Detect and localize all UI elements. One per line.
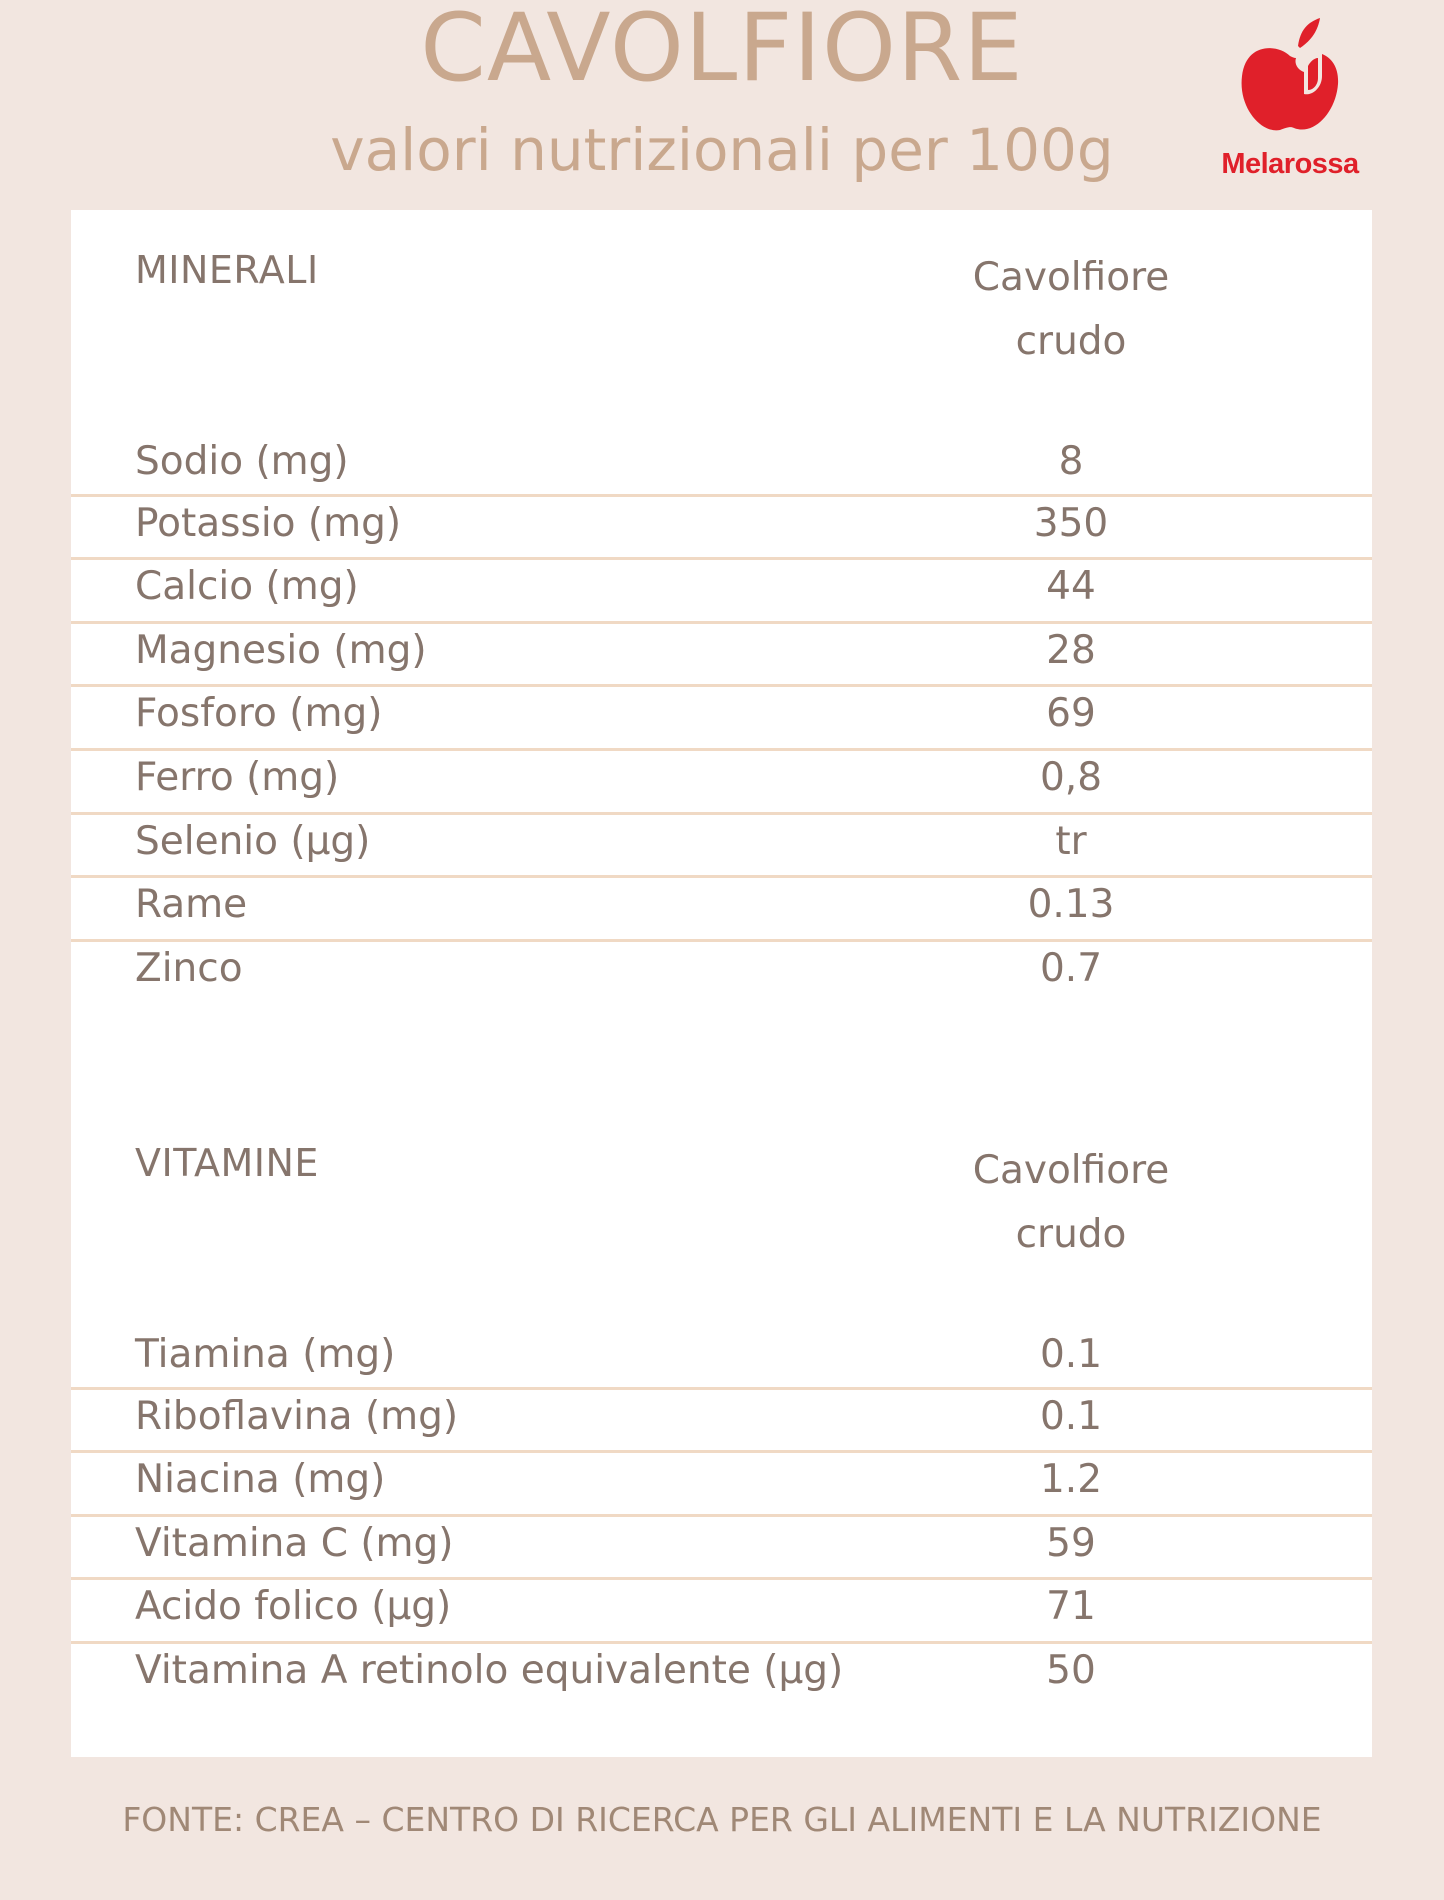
table-row bbox=[71, 939, 1372, 1006]
brand-name: Melarossa bbox=[1221, 148, 1359, 180]
nutrient-label: Potassio (mg) bbox=[135, 501, 402, 546]
table-row bbox=[71, 1328, 1372, 1392]
nutrient-label: Rame bbox=[135, 882, 248, 927]
nutrient-value: 28 bbox=[1046, 628, 1096, 673]
nutrition-card bbox=[71, 210, 1372, 1757]
nutrient-value: 350 bbox=[1033, 501, 1109, 546]
minerals-heading: MINERALI bbox=[135, 248, 319, 292]
vitamins-heading: VITAMINE bbox=[135, 1141, 319, 1185]
nutrient-value: 50 bbox=[1046, 1648, 1096, 1693]
table-row bbox=[71, 1641, 1372, 1708]
nutrient-label: Riboflavina (mg) bbox=[135, 1394, 459, 1439]
column-header-line1: Cavolfiore bbox=[972, 1148, 1170, 1193]
nutrient-label: Vitamina A retinolo equivalente (µg) bbox=[135, 1648, 844, 1693]
nutrient-label: Fosforo (mg) bbox=[135, 691, 383, 736]
nutrient-value: 71 bbox=[1046, 1584, 1096, 1629]
column-header-line1: Cavolfiore bbox=[972, 255, 1170, 300]
vitamins-column-header bbox=[951, 1139, 1191, 1267]
brand-logo[interactable] bbox=[1210, 16, 1370, 186]
nutrient-label: Sodio (mg) bbox=[135, 439, 349, 484]
table-row bbox=[71, 748, 1372, 815]
table-row bbox=[71, 812, 1372, 879]
nutrient-value: 8 bbox=[1058, 439, 1084, 484]
table-row bbox=[71, 1514, 1372, 1581]
nutrient-value: 59 bbox=[1046, 1521, 1096, 1566]
column-header-line2: crudo bbox=[1015, 319, 1127, 364]
page-subtitle: valori nutrizionali per 100g bbox=[330, 116, 1114, 184]
nutrient-value: 0.1 bbox=[1039, 1394, 1103, 1439]
nutrient-value: 1.2 bbox=[1039, 1457, 1103, 1502]
nutrient-value: tr bbox=[1055, 819, 1087, 864]
nutrient-label: Tiamina (mg) bbox=[135, 1332, 396, 1377]
nutrient-label: Niacina (mg) bbox=[135, 1457, 386, 1502]
table-row bbox=[71, 621, 1372, 688]
nutrient-value: 0.13 bbox=[1027, 882, 1115, 927]
table-row bbox=[71, 684, 1372, 751]
nutrient-label: Ferro (mg) bbox=[135, 755, 340, 800]
nutrient-label: Magnesio (mg) bbox=[135, 628, 427, 673]
table-row bbox=[71, 1387, 1372, 1454]
nutrient-label: Zinco bbox=[135, 946, 243, 991]
nutrient-label: Calcio (mg) bbox=[135, 564, 359, 609]
column-header-line2: crudo bbox=[1015, 1212, 1127, 1257]
nutrient-value: 0.7 bbox=[1039, 946, 1103, 991]
table-row bbox=[71, 875, 1372, 942]
minerals-column-header bbox=[951, 246, 1191, 374]
nutrient-label: Acido folico (µg) bbox=[135, 1584, 452, 1629]
apple-icon bbox=[1238, 16, 1342, 146]
nutrient-label: Vitamina C (mg) bbox=[135, 1521, 454, 1566]
table-row bbox=[71, 494, 1372, 561]
nutrient-value: 69 bbox=[1046, 691, 1096, 736]
page-title: CAVOLFIORE bbox=[420, 0, 1024, 103]
nutrient-label: Selenio (µg) bbox=[135, 819, 371, 864]
table-row bbox=[71, 435, 1372, 499]
table-row bbox=[71, 1577, 1372, 1644]
table-row bbox=[71, 1450, 1372, 1517]
nutrient-value: 44 bbox=[1046, 564, 1096, 609]
source-note: FONTE: CREA – CENTRO DI RICERCA PER GLI ALIMENTI E LA NUTRIZIONE bbox=[122, 1800, 1322, 1839]
nutrient-value: 0,8 bbox=[1039, 755, 1103, 800]
nutrient-value: 0.1 bbox=[1039, 1332, 1103, 1377]
table-row bbox=[71, 557, 1372, 624]
